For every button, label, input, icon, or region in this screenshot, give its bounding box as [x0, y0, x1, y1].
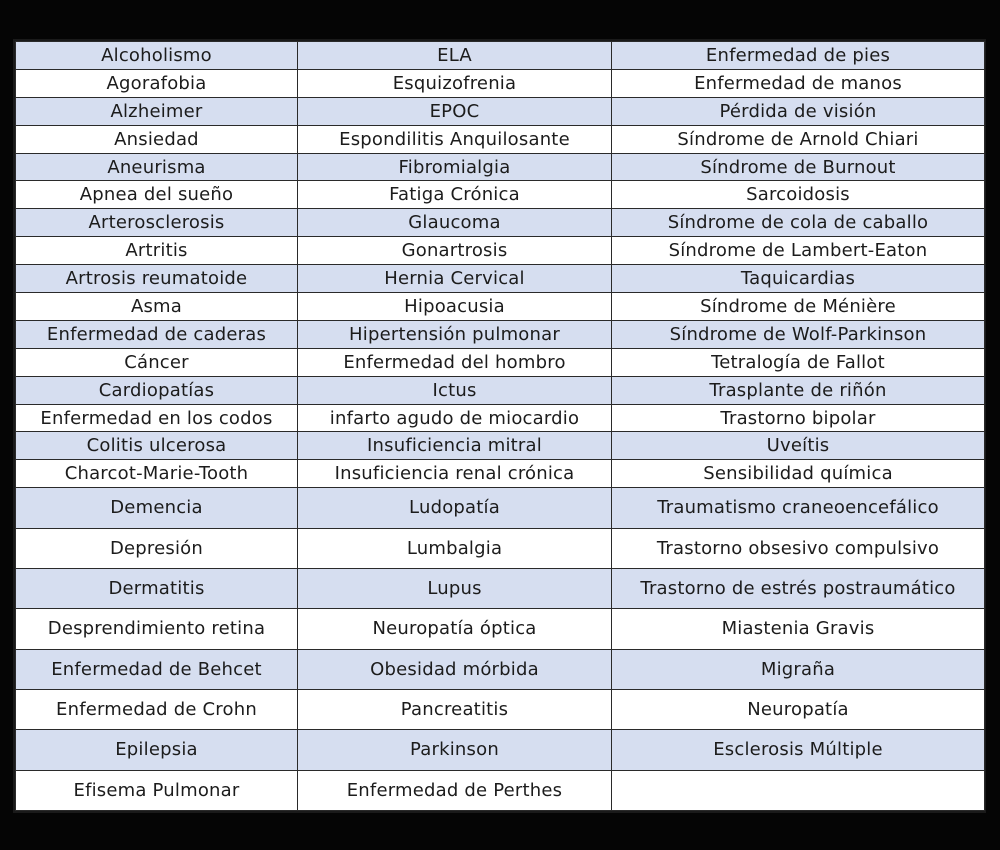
- table-cell: Enfermedad de pies: [612, 42, 985, 70]
- table-row: [16, 568, 985, 608]
- table-cell: Esquizofrenia: [298, 69, 612, 97]
- table-row: [16, 348, 985, 376]
- table-cell: Trastorno de estrés postraumático: [612, 568, 985, 608]
- table-cell: Síndrome de Burnout: [612, 153, 985, 181]
- table-cell: Aneurisma: [16, 153, 298, 181]
- table-cell: Síndrome de cola de caballo: [612, 209, 985, 237]
- table-cell: Esclerosis Múltiple: [612, 730, 985, 770]
- table-row: [16, 488, 985, 528]
- table-cell: Insuficiencia mitral: [298, 432, 612, 460]
- table-cell: Hipoacusia: [298, 293, 612, 321]
- table-cell: Cardiopatías: [16, 376, 298, 404]
- table-cell: Migraña: [612, 649, 985, 689]
- table-cell: Trastorno bipolar: [612, 404, 985, 432]
- table-cell: Artrosis reumatoide: [16, 265, 298, 293]
- table-cell: Alzheimer: [16, 97, 298, 125]
- table-row: [16, 265, 985, 293]
- table-cell: Ansiedad: [16, 125, 298, 153]
- table-cell: Fatiga Crónica: [298, 181, 612, 209]
- table-cell: Trastorno obsesivo compulsivo: [612, 528, 985, 568]
- table-cell: Hipertensión pulmonar: [298, 320, 612, 348]
- table-cell: Glaucoma: [298, 209, 612, 237]
- table-cell: Taquicardias: [612, 265, 985, 293]
- table-row: [16, 237, 985, 265]
- table-row: [16, 97, 985, 125]
- table-cell: Enfermedad de caderas: [16, 320, 298, 348]
- table-row: [16, 404, 985, 432]
- table-row: [16, 209, 985, 237]
- table-cell: Enfermedad de Behcet: [16, 649, 298, 689]
- table-cell: Epilepsia: [16, 730, 298, 770]
- table-cell: Asma: [16, 293, 298, 321]
- table-row: [16, 609, 985, 649]
- table-cell: Parkinson: [298, 730, 612, 770]
- table-cell: Artritis: [16, 237, 298, 265]
- table-cell: Depresión: [16, 528, 298, 568]
- table-row: [16, 730, 985, 770]
- table-row: [16, 293, 985, 321]
- table-cell: Síndrome de Arnold Chiari: [612, 125, 985, 153]
- table-cell: Neuropatía óptica: [298, 609, 612, 649]
- table-cell: ELA: [298, 42, 612, 70]
- table-cell: Agorafobia: [16, 69, 298, 97]
- table-cell: Lupus: [298, 568, 612, 608]
- table-cell: EPOC: [298, 97, 612, 125]
- table-cell: Cáncer: [16, 348, 298, 376]
- table-cell: Tetralogía de Fallot: [612, 348, 985, 376]
- table-row: [16, 125, 985, 153]
- table-row: [16, 320, 985, 348]
- table-cell: Alcoholismo: [16, 42, 298, 70]
- table-row: [16, 432, 985, 460]
- table-row: [16, 153, 985, 181]
- table-row: [16, 649, 985, 689]
- table-cell: Apnea del sueño: [16, 181, 298, 209]
- table-cell: Uveítis: [612, 432, 985, 460]
- table-cell: Sarcoidosis: [612, 181, 985, 209]
- table-cell: Trasplante de riñón: [612, 376, 985, 404]
- table-cell: Síndrome de Ménière: [612, 293, 985, 321]
- table-cell: Obesidad mórbida: [298, 649, 612, 689]
- table-cell: Miastenia Gravis: [612, 609, 985, 649]
- table-cell: [612, 770, 985, 810]
- table-row: [16, 376, 985, 404]
- table-cell: Gonartrosis: [298, 237, 612, 265]
- table-row: [16, 528, 985, 568]
- table-cell: Neuropatía: [612, 689, 985, 729]
- table-cell: Síndrome de Lambert-Eaton: [612, 237, 985, 265]
- table-cell: Dermatitis: [16, 568, 298, 608]
- table-cell: Charcot-Marie-Tooth: [16, 460, 298, 488]
- table-cell: Efisema Pulmonar: [16, 770, 298, 810]
- table-cell: Ludopatía: [298, 488, 612, 528]
- table-cell: Ictus: [298, 376, 612, 404]
- conditions-table-container: [13, 39, 986, 813]
- table-cell: Enfermedad en los codos: [16, 404, 298, 432]
- table-cell: Sensibilidad química: [612, 460, 985, 488]
- table-row: [16, 689, 985, 729]
- table-cell: Enfermedad de manos: [612, 69, 985, 97]
- table-cell: Pancreatitis: [298, 689, 612, 729]
- table-body: [16, 42, 985, 811]
- table-cell: infarto agudo de miocardio: [298, 404, 612, 432]
- table-cell: Síndrome de Wolf-Parkinson: [612, 320, 985, 348]
- table-cell: Espondilitis Anquilosante: [298, 125, 612, 153]
- table-cell: Enfermedad de Perthes: [298, 770, 612, 810]
- table-cell: Enfermedad de Crohn: [16, 689, 298, 729]
- table-cell: Desprendimiento retina: [16, 609, 298, 649]
- table-row: [16, 770, 985, 810]
- table-cell: Enfermedad del hombro: [298, 348, 612, 376]
- conditions-table: [15, 41, 985, 811]
- table-cell: Colitis ulcerosa: [16, 432, 298, 460]
- table-row: [16, 181, 985, 209]
- table-cell: Pérdida de visión: [612, 97, 985, 125]
- table-row: [16, 69, 985, 97]
- table-cell: Hernia Cervical: [298, 265, 612, 293]
- table-row: [16, 460, 985, 488]
- table-cell: Demencia: [16, 488, 298, 528]
- table-row: [16, 42, 985, 70]
- table-cell: Arterosclerosis: [16, 209, 298, 237]
- table-cell: Traumatismo craneoencefálico: [612, 488, 985, 528]
- table-cell: Insuficiencia renal crónica: [298, 460, 612, 488]
- table-cell: Lumbalgia: [298, 528, 612, 568]
- table-cell: Fibromialgia: [298, 153, 612, 181]
